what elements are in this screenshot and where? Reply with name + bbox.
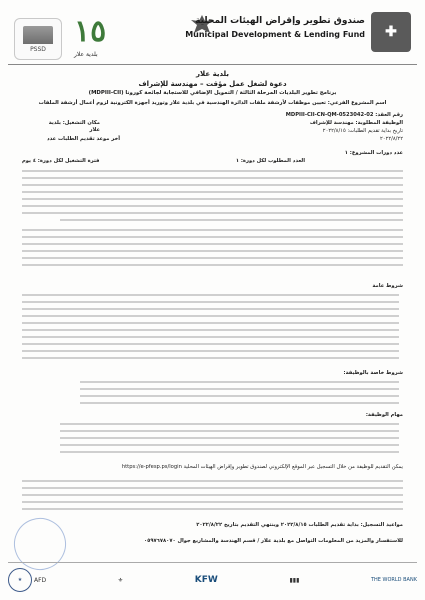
- body-text-line: [22, 357, 399, 359]
- application-instructions: يمكن التقديم للوظيفة من خلال التسجيل عبر الموقع الإلكتروني لصندوق تطوير وإقراض الهيئات المحلية https://e-pfesp.ps/login: [121, 464, 403, 470]
- body-text-line: [22, 315, 399, 317]
- body-text-line: [22, 212, 403, 214]
- body-text-line: [22, 177, 403, 179]
- pssd-logo: [14, 18, 62, 60]
- body-text-line: [22, 229, 403, 231]
- municipality-logo-caption: بلدية علار: [74, 51, 98, 58]
- afd-label: AFD: [34, 576, 47, 584]
- kfw-logo: KFW: [194, 575, 218, 585]
- cycle-count: عدد دورات المشروع: ١: [344, 150, 403, 156]
- body-text-line: [22, 250, 403, 252]
- responsibilities-heading: مهام الوظيفة:: [365, 412, 403, 418]
- deadline-date: ٢٠٢٢/٨/٢٢: [380, 136, 403, 142]
- body-text-line: [80, 381, 399, 383]
- job-title: الوظيفة المطلوبة: مهندسة للإشراف: [309, 120, 403, 126]
- body-text-line: [22, 198, 403, 200]
- afd-logo: [8, 568, 46, 592]
- body-text-line: [22, 480, 403, 482]
- afd-emblem-icon: ★: [8, 568, 32, 592]
- body-text-line: [22, 243, 403, 245]
- body-text-line: [22, 184, 403, 186]
- special-conditions-heading: شروط خاصة بالوظيفة:: [343, 370, 403, 376]
- coat-of-arms-icon: ⚜: [117, 576, 124, 584]
- body-text-line: [60, 430, 399, 432]
- body-text-line: [22, 170, 403, 172]
- municipality-title: بلدية علار: [196, 70, 229, 78]
- body-text-line: [22, 205, 403, 207]
- call-title: دعوة لشغل عمل مؤقت – مهندسة للإشراف: [138, 80, 287, 88]
- building-icon: [23, 26, 53, 44]
- mdlf-logo: ✚: [371, 12, 411, 52]
- pssd-logo-caption: PSSD: [30, 45, 46, 53]
- contact-info: للاستفسار والمزيد من المعلومات التواصل مع بلدية علار / قسم الهندسة والمشاريع جوال ٠٥٩٧٦٧٨٠٧٠: [143, 538, 403, 544]
- registration-dates: مواعيد التسجيل: بداية تقديم الطلبات ٢٠٢٢/٨/١٥ وينتهي التقديم بتاريخ ٢٠٢٢/٨/٢٢: [196, 522, 403, 528]
- body-text-line: [22, 301, 399, 303]
- body-text-line: [60, 437, 399, 439]
- fund-name-english: Municipal Development & Lending Fund: [185, 30, 365, 39]
- body-text-line: [22, 350, 399, 352]
- body-text-line: [22, 236, 403, 238]
- body-text-line: [22, 329, 399, 331]
- letterhead: [8, 8, 417, 64]
- body-text-line: [22, 508, 403, 510]
- body-text-line: [22, 494, 403, 496]
- contract-number: رقم العقد: MDPIII-CII-CN-QM-0523042-02: [285, 112, 403, 118]
- body-text-line: [22, 501, 403, 503]
- program-title: برنامج تطوير البلديات المرحلة الثالثة / التمويل الإضافي للاستجابة لجائحة كورونا (MDPIII-CII): [88, 90, 337, 96]
- body-text-line: [22, 487, 403, 489]
- body-text-line: [80, 388, 399, 390]
- body-text-line: [22, 191, 403, 193]
- municipality-logo: [70, 14, 130, 62]
- body-text-line: [80, 402, 399, 404]
- body-text-line: [22, 294, 399, 296]
- body-text-line: [22, 257, 403, 259]
- required-count: العدد المطلوب لكل دورة: ١: [235, 158, 305, 164]
- body-text-line: [22, 264, 403, 266]
- flag-icon: ▮▮▮: [289, 576, 300, 584]
- body-text-line: [22, 308, 399, 310]
- table-header: أخر موعد تقديم الطلبات عدد: [46, 136, 120, 142]
- body-text-line: [22, 336, 399, 338]
- world-bank-logo: THE WORLD BANK: [370, 577, 417, 583]
- fund-name-arabic: صندوق تطوير وإقراض الهيئات المحلية: [195, 16, 365, 26]
- header-divider: [8, 64, 417, 65]
- body-text-line: [60, 423, 399, 425]
- body-text-line: [60, 451, 399, 453]
- body-text-line: [60, 219, 403, 221]
- start-date: تاريخ بداية تقديم الطلبات: ٢٠٢٢/٨/١٥: [322, 128, 403, 134]
- body-text-line: [22, 343, 399, 345]
- work-period: فترة التشغيل لكل دورة: ٤ يوم: [22, 158, 100, 164]
- body-text-line: [22, 322, 399, 324]
- body-text-line: [80, 395, 399, 397]
- location-label: مكان التشغيل: بلدية علار: [48, 120, 100, 134]
- municipality-logo-mark: ١٥: [74, 14, 107, 49]
- subproject-title: اسم المشروع الفرعي: تعيين موظفات لأرشفة ملفات الدائرة الهندسية في بلدية علار وتوريد أجهزة الكترونية لزوم أعمال أرشفة الملفات: [38, 100, 387, 106]
- body-text-line: [60, 444, 399, 446]
- donor-logos-footer: [8, 562, 417, 594]
- general-conditions-heading: شروط عامة: [372, 283, 403, 289]
